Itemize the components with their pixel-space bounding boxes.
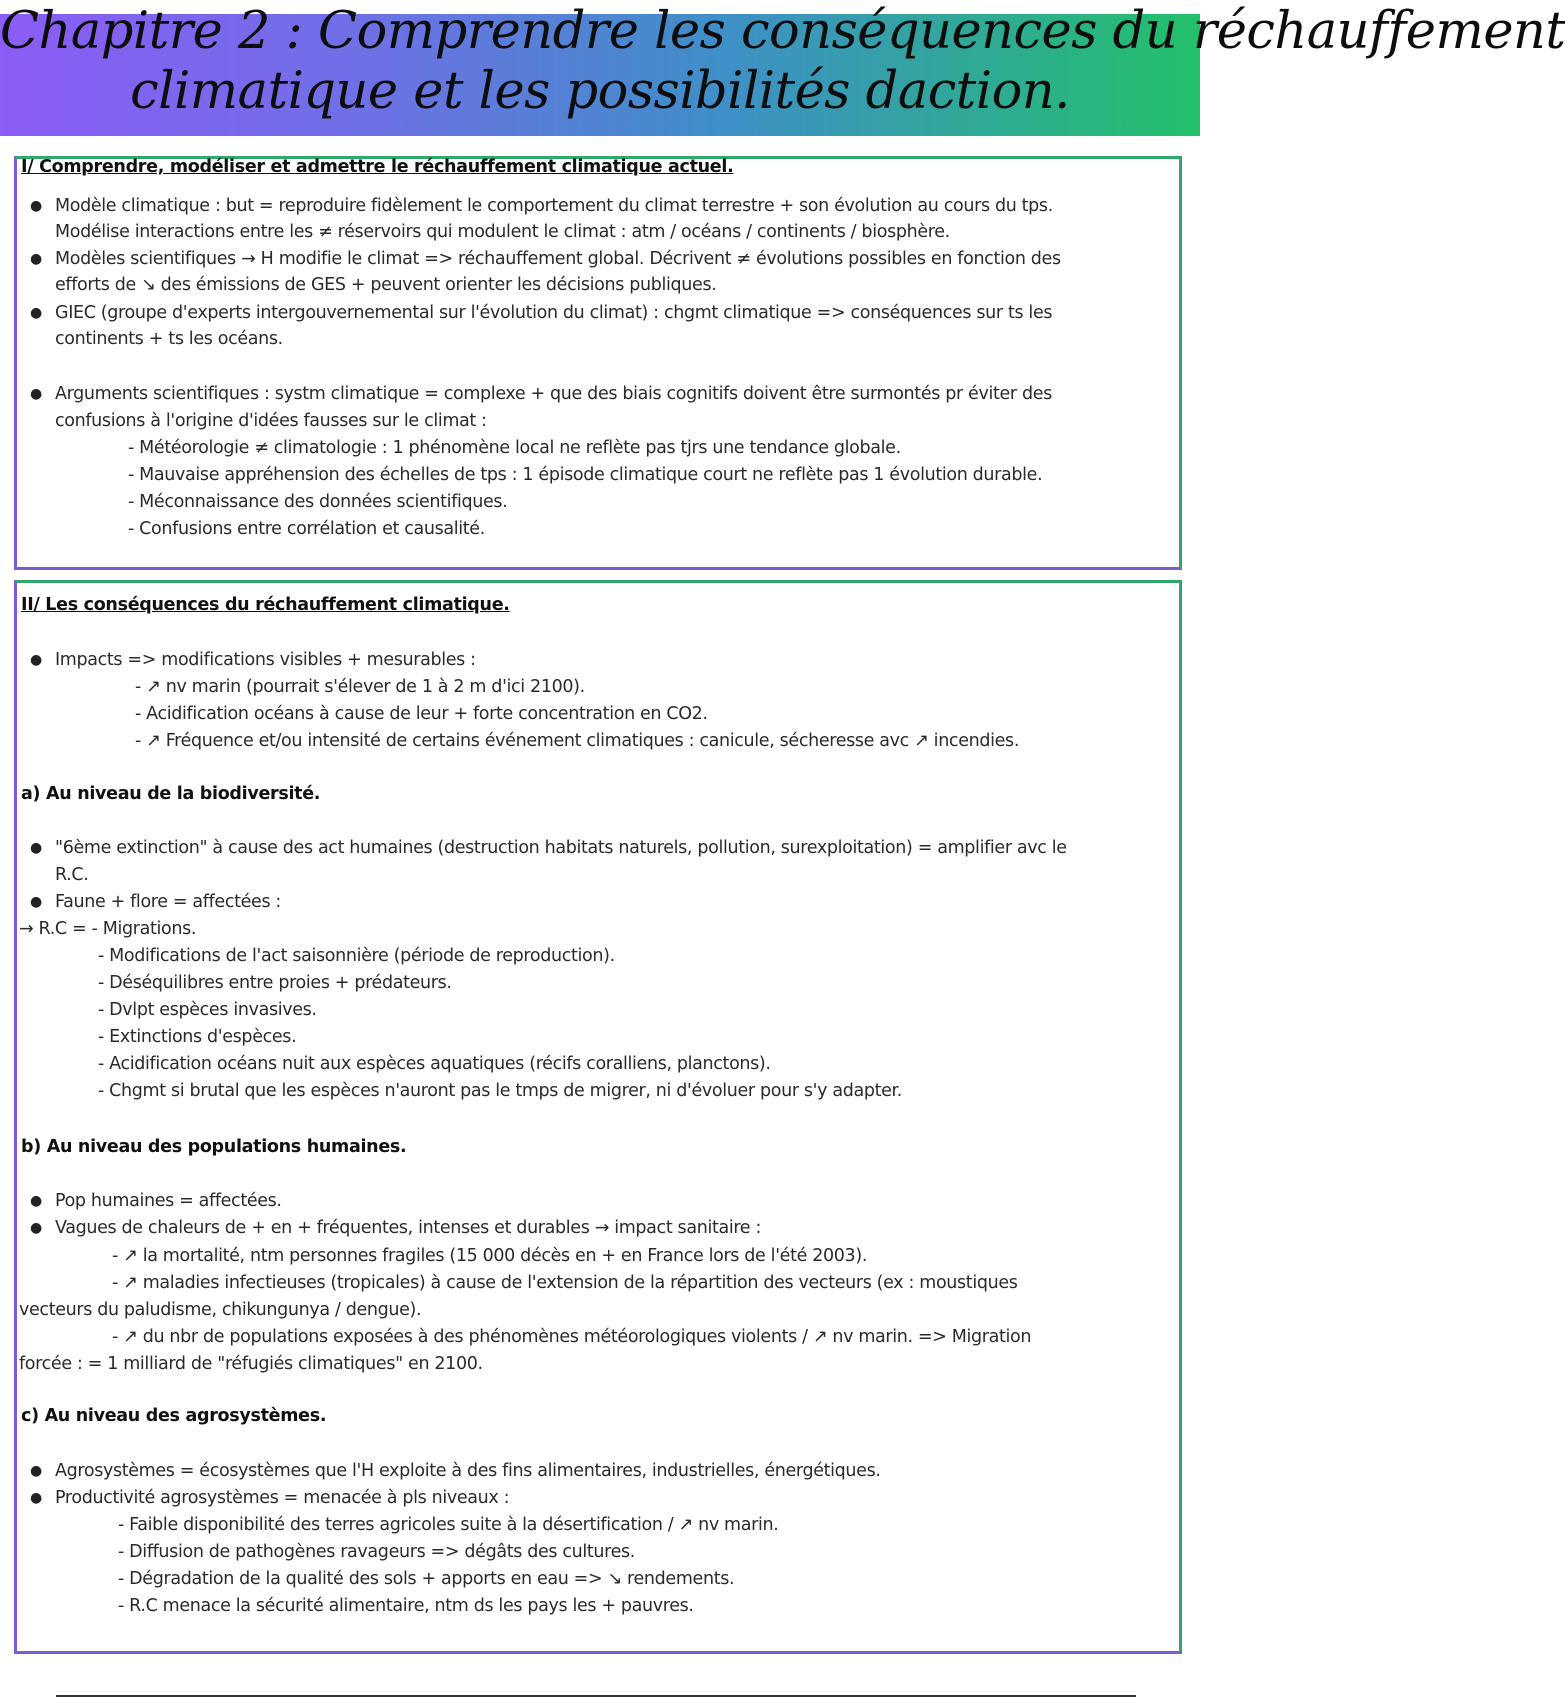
text-line: Modèles scientifiques → H modifie le climat => réchauffement global. Décrivent ≠ évolutions possibles en fonction des xyxy=(55,249,1061,269)
text-line: confusions à l'origine d'idées fausses sur le climat : xyxy=(55,411,487,431)
text-line: - Météorologie ≠ climatologie : 1 phénomène local ne reflète pas tjrs une tendance globale. xyxy=(128,438,901,458)
bullet: ● xyxy=(30,386,43,402)
text-line: → R.C = - Migrations. xyxy=(19,919,197,939)
text-line: - ↗ la mortalité, ntm personnes fragiles (15 000 décès en + en France lors de l'été 2003). xyxy=(112,1246,868,1266)
text-line: - Extinctions d'espèces. xyxy=(98,1027,297,1047)
text-line: - Modifications de l'act saisonnière (période de reproduction). xyxy=(98,946,615,966)
text-line: GIEC (groupe d'experts intergouvernemental sur l'évolution du climat) : chgmt climatique => conséquences sur ts les xyxy=(55,303,1053,323)
bullet: ● xyxy=(30,652,43,668)
subsection-a-heading: a) Au niveau de la biodiversité. xyxy=(21,784,321,804)
text-line: - Déséquilibres entre proies + prédateurs. xyxy=(98,973,452,993)
text-line: - Dvlpt espèces invasives. xyxy=(98,1000,317,1020)
bullet: ● xyxy=(30,198,43,214)
text-line: - Diffusion de pathogènes ravageurs => dégâts des cultures. xyxy=(118,1542,635,1562)
text-line: - ↗ du nbr de populations exposées à des phénomènes météorologiques violents / ↗ nv marin. => Migration xyxy=(112,1327,1032,1347)
bullet: ● xyxy=(30,1220,43,1236)
section-1-heading: I/ Comprendre, modéliser et admettre le réchauffement climatique actuel. xyxy=(21,157,734,177)
text-line: - Méconnaissance des données scientifiques. xyxy=(128,492,508,512)
bullet: ● xyxy=(30,251,43,267)
text-line: - ↗ nv marin (pourrait s'élever de 1 à 2 m d'ici 2100). xyxy=(135,677,585,697)
bottom-divider xyxy=(56,1695,1136,1697)
text-line: Modèle climatique : but = reproduire fidèlement le comportement du climat terrestre + son évolution au cours du tps. xyxy=(55,196,1053,216)
bullet: ● xyxy=(30,1193,43,1209)
bullet: ● xyxy=(30,894,43,910)
bullet: ● xyxy=(30,1463,43,1479)
text-line: - Mauvaise appréhension des échelles de tps : 1 épisode climatique court ne reflète pas 1 évolution durable. xyxy=(128,465,1043,485)
text-line: - Faible disponibilité des terres agricoles suite à la désertification / ↗ nv marin. xyxy=(118,1515,779,1535)
subsection-c-heading: c) Au niveau des agrosystèmes. xyxy=(21,1406,327,1426)
section-1-box xyxy=(14,156,1182,570)
text-line: - ↗ Fréquence et/ou intensité de certains événement climatiques : canicule, sécheresse avc ↗ incendies. xyxy=(135,731,1020,751)
text-line: Agrosystèmes = écosystèmes que l'H exploite à des fins alimentaires, industrielles, énergétiques. xyxy=(55,1461,881,1481)
text-line: Pop humaines = affectées. xyxy=(55,1191,282,1211)
section-2-heading: II/ Les conséquences du réchauffement climatique. xyxy=(21,595,510,615)
text-line: Faune + flore = affectées : xyxy=(55,892,281,912)
bullet: ● xyxy=(30,305,43,321)
text-line: "6ème extinction" à cause des act humaines (destruction habitats naturels, pollution, surexploitation) = amplifier avc le xyxy=(55,838,1067,858)
text-line: efforts de ↘ des émissions de GES + peuvent orienter les décisions publiques. xyxy=(55,275,717,295)
text-line: - Acidification océans nuit aux espèces aquatiques (récifs coralliens, planctons). xyxy=(98,1054,771,1074)
section-2-box xyxy=(14,580,1182,1654)
text-line: continents + ts les océans. xyxy=(55,329,283,349)
bullet: ● xyxy=(30,840,43,856)
text-line: Productivité agrosystèmes = menacée à pls niveaux : xyxy=(55,1488,510,1508)
text-line: - Dégradation de la qualité des sols + apports en eau => ↘ rendements. xyxy=(118,1569,735,1589)
text-line: Vagues de chaleurs de + en + fréquentes, intenses et durables → impact sanitaire : xyxy=(55,1218,761,1238)
text-line: - Acidification océans à cause de leur + forte concentration en CO2. xyxy=(135,704,708,724)
page-title xyxy=(0,2,1565,122)
text-line: - Chgmt si brutal que les espèces n'auront pas le tmps de migrer, ni d'évoluer pour s'y adapter. xyxy=(98,1081,902,1101)
text-line: Impacts => modifications visibles + mesurables : xyxy=(55,650,476,670)
text-line: - ↗ maladies infectieuses (tropicales) à cause de l'extension de la répartition des vecteurs (ex : moustiques xyxy=(112,1273,1018,1293)
text-line: Modélise interactions entre les ≠ réservoirs qui modulent le climat : atm / océans / continents / biosphère. xyxy=(55,222,950,242)
text-line: R.C. xyxy=(55,865,89,885)
text-line: vecteurs du paludisme, chikungunya / dengue). xyxy=(19,1300,422,1320)
text-line: forcée : = 1 milliard de "réfugiés climatiques" en 2100. xyxy=(19,1354,483,1374)
text-line: - Confusions entre corrélation et causalité. xyxy=(128,519,485,539)
page-title-line-1: Chapitre 2 : Comprendre les conséquences du réchauffement xyxy=(0,2,1565,61)
text-line: - R.C menace la sécurité alimentaire, ntm ds les pays les + pauvres. xyxy=(118,1596,694,1616)
subsection-b-heading: b) Au niveau des populations humaines. xyxy=(21,1137,407,1157)
page-title-line-2: climatique et les possibilités daction. xyxy=(130,62,1070,121)
text-line: Arguments scientifiques : systm climatique = complexe + que des biais cognitifs doivent être surmontés pr éviter des xyxy=(55,384,1052,404)
bullet: ● xyxy=(30,1490,43,1506)
